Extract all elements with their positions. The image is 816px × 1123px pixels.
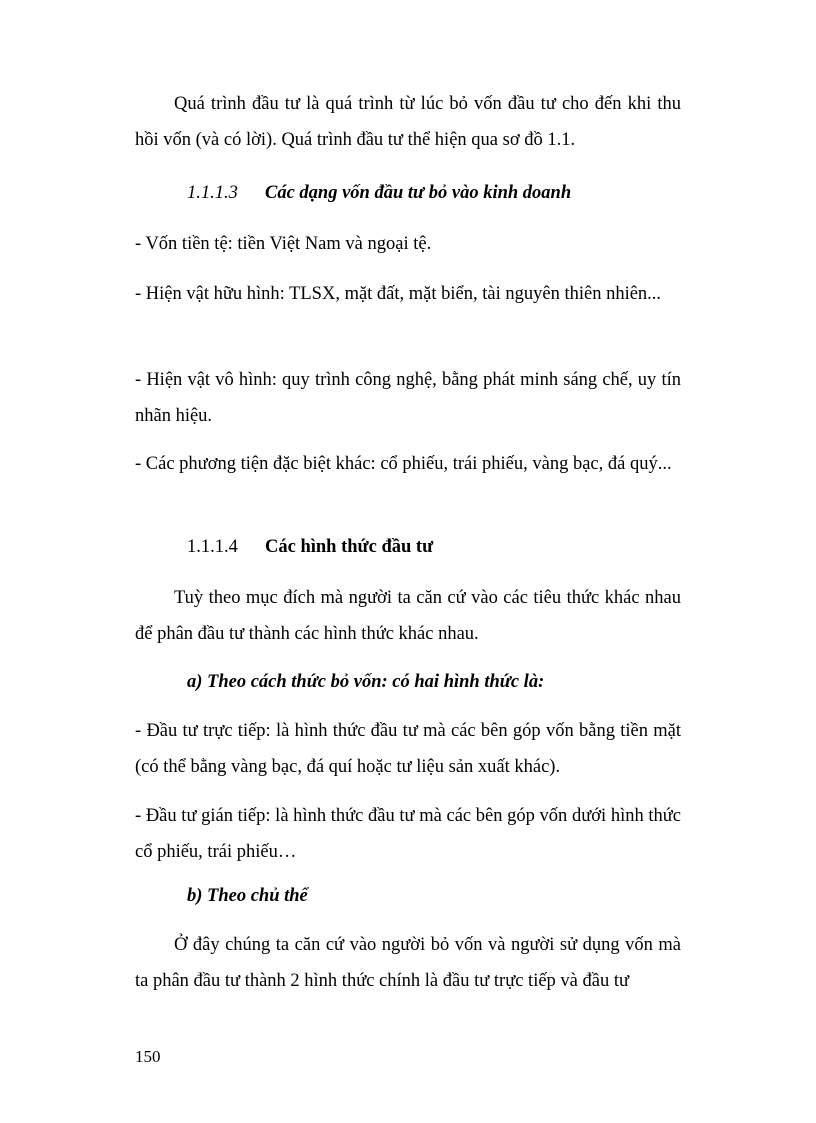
subsection-heading-b: b) Theo chủ thể — [187, 886, 308, 906]
intro-paragraph: Quá trình đầu tư là quá trình từ lúc bỏ vốn đầu tư cho đến khi thu hồi vốn (và có lời). Quá trình đầu tư thể hiện qua sơ đồ 1.1. — [135, 94, 681, 150]
section-number: 1.1.1.4 — [187, 537, 238, 557]
classification-paragraph: Tuỳ theo mục đích mà người ta căn cứ vào các tiêu thức khác nhau để phân đầu tư thành các hình thức khác nhau. — [135, 588, 681, 644]
capital-form-item: - Vốn tiền tệ: tiền Việt Nam và ngoại tệ. — [135, 234, 432, 254]
capital-form-item: - Hiện vật vô hình: quy trình công nghệ, bằng phát minh sáng chế, uy tín nhãn hiệu. — [135, 370, 681, 426]
page-number: 150 — [135, 1047, 161, 1066]
subject-paragraph: Ở đây chúng ta căn cứ vào người bỏ vốn và người sử dụng vốn mà ta phân đầu tư thành 2 hình thức chính là đầu tư trực tiếp và đầu tư — [135, 935, 681, 991]
section-heading-1113 — [187, 181, 571, 205]
section-heading-1114 — [187, 535, 433, 559]
subsection-heading-a: a) Theo cách thức bỏ vốn: có hai hình thức là: — [187, 672, 545, 692]
section-title: Các hình thức đầu tư — [265, 537, 434, 557]
investment-type-item: - Đầu tư trực tiếp: là hình thức đầu tư mà các bên góp vốn bằng tiền mặt (có thể bằng vàng bạc, đá quí hoặc tư liệu sản xuất khác). — [135, 721, 681, 777]
investment-type-item: - Đầu tư gián tiếp: là hình thức đầu tư mà các bên góp vốn dưới hình thức cổ phiếu, trái phiếu… — [135, 806, 681, 862]
section-number: 1.1.1.3 — [187, 183, 238, 203]
capital-form-item: - Các phương tiện đặc biệt khác: cổ phiếu, trái phiếu, vàng bạc, đá quý... — [135, 454, 672, 474]
capital-form-item: - Hiện vật hữu hình: TLSX, mặt đất, mặt biển, tài nguyên thiên nhiên... — [135, 284, 662, 304]
section-title: Các dạng vốn đầu tư bỏ vào kinh doanh — [265, 183, 572, 203]
